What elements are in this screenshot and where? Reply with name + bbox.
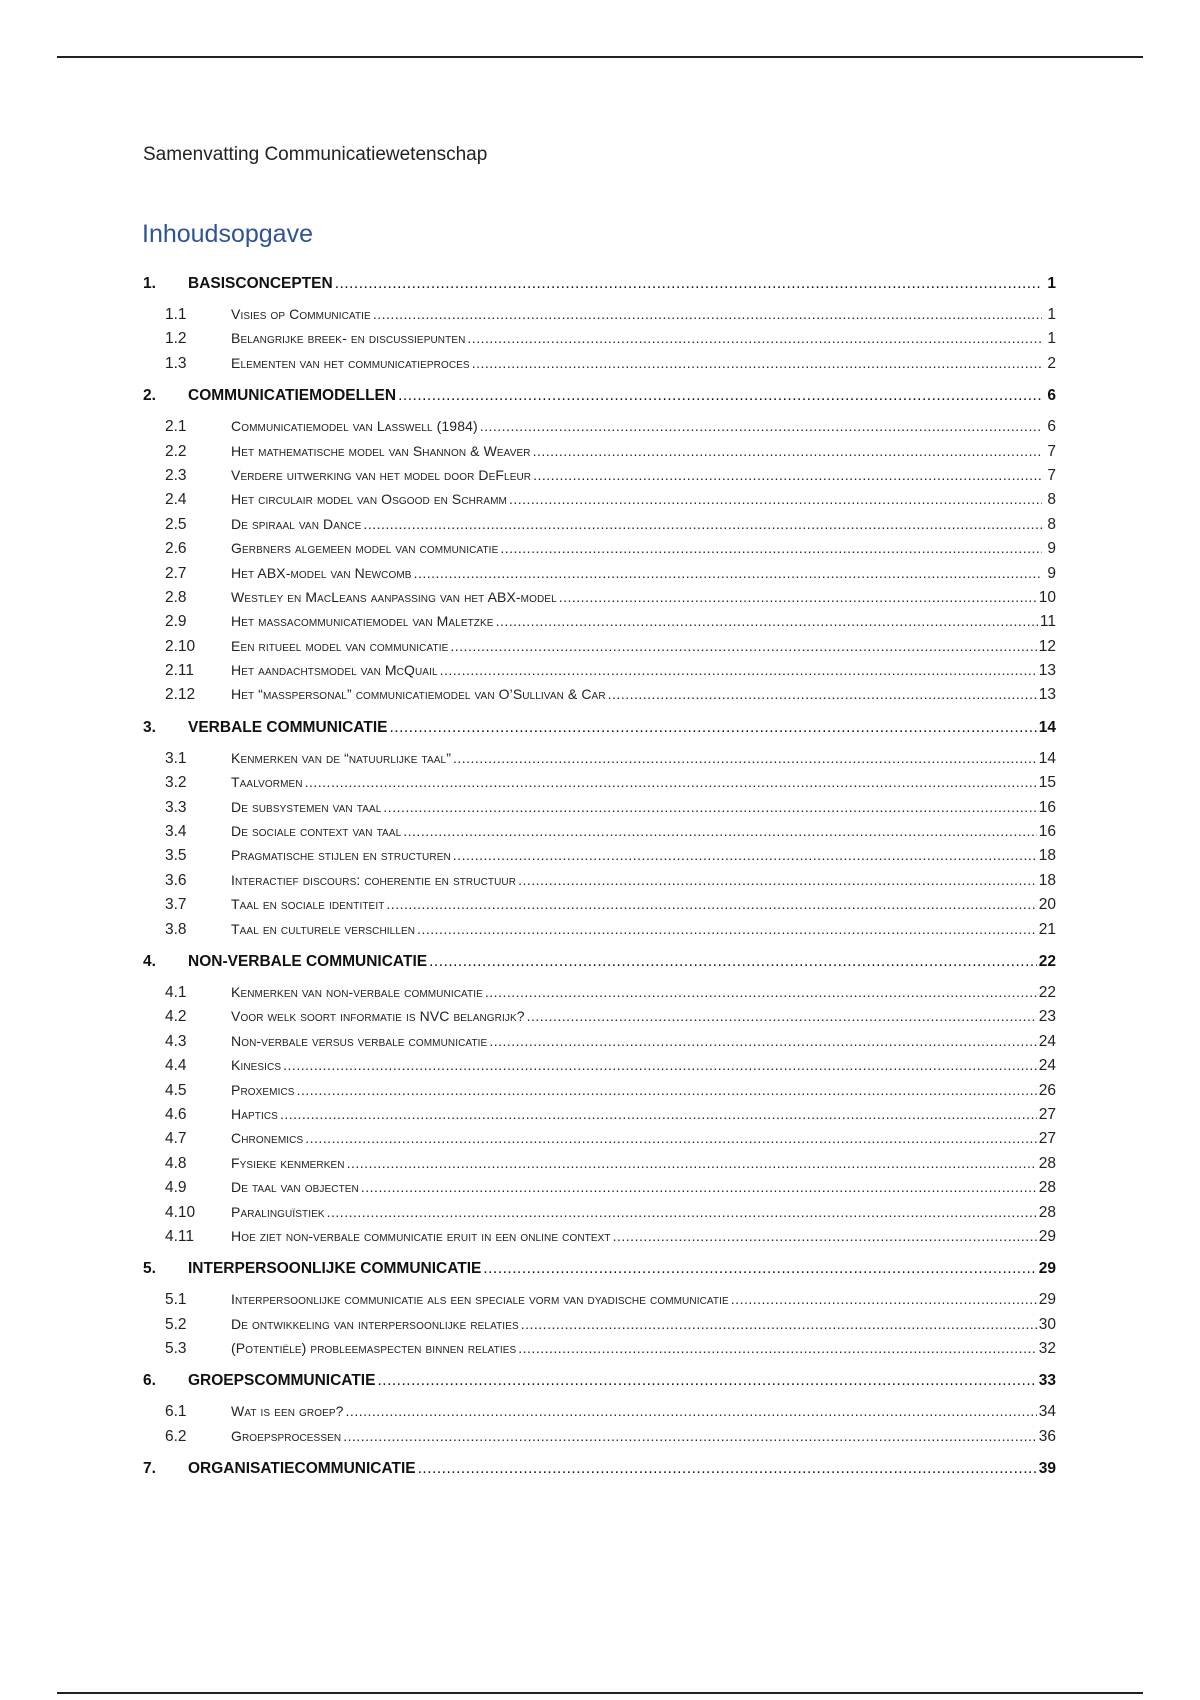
dot-leader (377, 1363, 1036, 1399)
section-title: De spiraal van Dance (231, 515, 362, 532)
dot-leader (440, 658, 1037, 682)
dot-leader (283, 1053, 1037, 1077)
dot-leader (559, 585, 1037, 609)
section-title: Het mathematische model van Shannon & Weaver (231, 442, 531, 459)
page-number: 24 (1038, 1032, 1056, 1050)
toc-section-entry[interactable] (143, 1312, 1056, 1336)
section-number: 2.2 (165, 442, 187, 460)
toc-section-entry[interactable] (143, 1102, 1056, 1126)
toc-section-entry[interactable] (143, 1287, 1056, 1311)
toc-chapter (143, 378, 1056, 710)
section-number: 4.2 (165, 1008, 187, 1026)
section-number: 4.11 (165, 1227, 195, 1245)
toc-chapter (143, 944, 1056, 1251)
section-number: 1.3 (165, 354, 187, 372)
dot-leader (518, 868, 1037, 892)
section-title: Belangrijke breek- en discussiepunten (231, 330, 466, 347)
toc-section-entry[interactable] (143, 819, 1056, 843)
dot-leader (305, 770, 1037, 794)
dot-leader (361, 1175, 1037, 1199)
page-number: 11 (1039, 613, 1056, 631)
document-title: Samenvatting Communicatiewetenschap (143, 144, 488, 165)
page-number: 28 (1038, 1203, 1056, 1221)
chapter-title: BASISCONCEPTEN (188, 275, 333, 292)
chapter-number: 7. (143, 1460, 156, 1478)
section-title: Het “masspersonal” communicatiemodel van O’Sullivan & Car (231, 686, 606, 703)
dot-leader (398, 378, 1042, 414)
section-title: Een ritueel model van communicatie (231, 637, 449, 654)
section-title: De ontwikkeling van interpersoonlijke relaties (231, 1315, 519, 1332)
toc-chapter-entry[interactable] (143, 1451, 1056, 1487)
page-number: 18 (1038, 871, 1056, 889)
chapter-title: VERBALE COMMUNICATIE (188, 718, 388, 736)
header-rule (57, 56, 1143, 58)
section-number: 4.3 (165, 1032, 187, 1050)
toc-section-list (143, 980, 1056, 1251)
section-number: 2.7 (165, 564, 187, 582)
dot-leader (483, 1251, 1036, 1287)
section-number: 4.4 (165, 1057, 187, 1075)
page-number: 13 (1038, 686, 1056, 704)
section-title: Wat is een groep? (231, 1403, 344, 1420)
page-number: 9 (1047, 564, 1056, 582)
toc-section-entry[interactable] (143, 1424, 1056, 1448)
toc-section-list (143, 1399, 1056, 1451)
page-number: 2 (1047, 354, 1056, 372)
dot-leader (518, 1336, 1036, 1360)
dot-leader (403, 819, 1036, 843)
page-number: 33 (1038, 1372, 1056, 1390)
section-number: 6.2 (165, 1427, 187, 1445)
section-number: 1.2 (165, 330, 187, 348)
section-number: 2.12 (165, 686, 196, 704)
dot-leader (521, 1312, 1037, 1336)
toc-section-list (143, 746, 1056, 944)
page-number: 1 (1047, 306, 1056, 323)
section-number: 3.6 (165, 871, 187, 889)
page-number: 30 (1038, 1315, 1056, 1333)
toc-section-entry[interactable] (143, 351, 1056, 375)
page-number: 7 (1047, 442, 1056, 460)
section-title: Paralinguïstiek (231, 1203, 325, 1220)
section-number: 1.1 (165, 306, 187, 323)
toc-section-entry[interactable] (143, 1175, 1056, 1199)
dot-leader (418, 1451, 1037, 1487)
dot-leader (417, 917, 1037, 941)
toc-chapter-entry[interactable] (143, 378, 1056, 414)
page-number: 22 (1038, 983, 1056, 1001)
section-number: 2.4 (165, 491, 187, 509)
dot-leader (472, 351, 1042, 375)
toc-section-entry[interactable] (143, 1200, 1056, 1224)
dot-leader (346, 1399, 1037, 1423)
toc-section-entry[interactable] (143, 917, 1056, 941)
page-number: 26 (1038, 1081, 1056, 1099)
page-number: 29 (1038, 1227, 1056, 1245)
toc-chapter (143, 710, 1056, 944)
section-title: Fysieke kenmerken (231, 1154, 345, 1171)
toc-section-entry[interactable] (143, 634, 1056, 658)
chapter-number: 2. (143, 387, 156, 405)
section-title: Voor welk soort informatie is NVC belangrijk? (231, 1008, 525, 1025)
page-number: 29 (1038, 1291, 1056, 1309)
section-number: 3.5 (165, 847, 187, 865)
chapter-number: 6. (143, 1372, 156, 1390)
section-title: De subsystemen van taal (231, 798, 382, 815)
dot-leader (297, 1078, 1037, 1102)
dot-leader (500, 536, 1042, 560)
section-title: Verdere uitwerking van het model door DeFleur (231, 466, 532, 483)
page-number: 15 (1038, 774, 1056, 792)
section-title: Pragmatische stijlen en structuren (231, 847, 451, 864)
page-number: 8 (1047, 491, 1056, 509)
section-title: Het massacommunicatiemodel van Maletzke (231, 613, 494, 630)
toc-section-entry[interactable] (143, 770, 1056, 794)
dot-leader (327, 1200, 1037, 1224)
toc-section-entry[interactable] (143, 609, 1056, 633)
page-number: 16 (1038, 798, 1056, 816)
chapter-title: COMMUNICATIEMODELLEN (188, 387, 397, 405)
page-number: 8 (1047, 515, 1056, 533)
page-number: 21 (1038, 920, 1056, 938)
section-number: 2.1 (165, 418, 187, 436)
dot-leader (731, 1287, 1037, 1311)
dot-leader (496, 609, 1038, 633)
section-number: 4.7 (165, 1130, 187, 1148)
dot-leader (429, 944, 1037, 980)
toc-section-entry[interactable] (143, 512, 1056, 536)
section-number: 4.10 (165, 1203, 196, 1221)
dot-leader (386, 892, 1036, 916)
section-title: Groepsprocessen (231, 1427, 342, 1444)
toc-section-entry[interactable] (143, 1126, 1056, 1150)
chapter-number: 5. (143, 1260, 156, 1278)
section-title: Kinesics (231, 1057, 282, 1074)
dot-leader (489, 1029, 1036, 1053)
dot-leader (280, 1102, 1037, 1126)
dot-leader (450, 634, 1036, 658)
page-number: 14 (1038, 749, 1056, 767)
page-number: 32 (1038, 1340, 1056, 1358)
toc-section-entry[interactable] (143, 1078, 1056, 1102)
chapter-number: 1. (143, 275, 156, 292)
page-number: 20 (1038, 896, 1056, 914)
section-title: Interactief discours: coherentie en structuur (231, 871, 517, 888)
dot-leader (414, 561, 1042, 585)
page-number: 12 (1038, 637, 1056, 655)
page-number: 22 (1038, 952, 1056, 970)
page-number: 23 (1038, 1008, 1056, 1026)
page-number: 9 (1047, 540, 1056, 558)
toc-section-entry[interactable] (143, 892, 1056, 916)
toc-section-entry[interactable] (143, 302, 1056, 326)
page-number: 29 (1038, 1260, 1056, 1278)
section-title: Haptics (231, 1105, 278, 1122)
page-number: 1 (1047, 330, 1056, 348)
toc-section-list (143, 1287, 1056, 1363)
section-number: 2.8 (165, 588, 187, 606)
section-title: Interpersoonlijke communicatie als een speciale vorm van dyadische communicatie (231, 1291, 729, 1308)
dot-leader (467, 326, 1042, 350)
toc-section-entry[interactable] (143, 585, 1056, 609)
toc-section-entry[interactable] (143, 1336, 1056, 1360)
chapter-number: 4. (143, 952, 156, 970)
section-title: Kenmerken van de “natuurlijke taal” (231, 749, 451, 766)
toc-section-entry[interactable] (143, 1151, 1056, 1175)
section-number: 2.10 (165, 637, 196, 655)
dot-leader (335, 266, 1042, 302)
toc-section-entry[interactable] (143, 463, 1056, 487)
toc-section-entry[interactable] (143, 536, 1056, 560)
toc-section-entry[interactable] (143, 980, 1056, 1004)
page-number: 28 (1038, 1179, 1056, 1197)
footer-rule (57, 1692, 1143, 1694)
toc-section-entry[interactable] (143, 868, 1056, 892)
section-number: 5.2 (165, 1315, 187, 1333)
section-number: 4.9 (165, 1179, 187, 1197)
section-title: (Potentiële) probleemaspecten binnen relaties (231, 1340, 517, 1357)
section-number: 5.3 (165, 1340, 187, 1358)
page-number: 18 (1038, 847, 1056, 865)
dot-leader (608, 682, 1037, 706)
toc-chapter-entry[interactable] (143, 1251, 1056, 1287)
section-number: 6.1 (165, 1403, 187, 1421)
dot-leader (343, 1424, 1037, 1448)
page-number: 1 (1047, 275, 1056, 292)
section-title: Hoe ziet non-verbale communicatie eruit in een online context (231, 1227, 611, 1244)
section-number: 2.6 (165, 540, 187, 558)
chapter-title: NON-VERBALE COMMUNICATIE (188, 952, 428, 970)
toc-section-entry[interactable] (143, 326, 1056, 350)
dot-leader (613, 1224, 1037, 1248)
section-number: 3.8 (165, 920, 187, 938)
toc-chapter-entry[interactable] (143, 944, 1056, 980)
section-title: Communicatiemodel van Lasswell (1984) (231, 418, 478, 435)
toc-chapter (143, 1251, 1056, 1363)
chapter-number: 3. (143, 718, 156, 736)
section-title: De sociale context van taal (231, 823, 402, 840)
toc-chapter-entry[interactable] (143, 1363, 1056, 1399)
section-title: Chronemics (231, 1130, 304, 1147)
dot-leader (453, 843, 1037, 867)
dot-leader (305, 1126, 1037, 1150)
dot-leader (453, 746, 1037, 770)
toc-section-list (143, 302, 1056, 378)
chapter-title: GROEPSCOMMUNICATIE (188, 1372, 376, 1390)
toc-section-entry[interactable] (143, 414, 1056, 438)
toc-heading: Inhoudsopgave (142, 220, 313, 248)
section-number: 2.9 (165, 613, 187, 631)
page-number: 24 (1038, 1057, 1056, 1075)
dot-leader (347, 1151, 1037, 1175)
page-number: 36 (1038, 1427, 1056, 1445)
toc-section-entry[interactable] (143, 682, 1056, 706)
page-number: 16 (1038, 823, 1056, 841)
toc-section-entry[interactable] (143, 1053, 1056, 1077)
section-title: Gerbners algemeen model van communicatie (231, 540, 499, 557)
toc-section-entry[interactable] (143, 1224, 1056, 1248)
section-title: Het aandachtsmodel van McQuail (231, 662, 438, 679)
page-number: 14 (1038, 718, 1056, 736)
section-title: Kenmerken van non-verbale communicatie (231, 983, 483, 1000)
dot-leader (390, 710, 1037, 746)
section-title: Visies op Communicatie (231, 306, 371, 322)
section-number: 4.6 (165, 1105, 187, 1123)
section-title: Elementen van het communicatieproces (231, 354, 470, 371)
toc-chapter (143, 1451, 1056, 1487)
section-number: 3.3 (165, 798, 187, 816)
section-number: 3.4 (165, 823, 187, 841)
page-number: 6 (1047, 418, 1056, 436)
page-number: 39 (1038, 1460, 1056, 1478)
dot-leader (373, 302, 1042, 326)
dot-leader (533, 439, 1042, 463)
dot-leader (383, 795, 1036, 819)
page-number: 7 (1047, 466, 1056, 484)
toc-section-list (143, 414, 1056, 710)
section-title: Taal en sociale identiteit (231, 896, 385, 913)
section-number: 5.1 (165, 1291, 187, 1309)
page-number: 27 (1038, 1105, 1056, 1123)
section-title: Non-verbale versus verbale communicatie (231, 1032, 488, 1049)
section-title: Westley en MacLeans aanpassing van het ABX-model (231, 588, 557, 605)
toc-section-entry[interactable] (143, 1029, 1056, 1053)
section-title: Het ABX-model van Newcomb (231, 564, 412, 581)
toc-section-entry[interactable] (143, 746, 1056, 770)
table-of-contents (143, 266, 1056, 1487)
section-number: 4.8 (165, 1154, 187, 1172)
page-number: 13 (1038, 662, 1056, 680)
toc-section-entry[interactable] (143, 439, 1056, 463)
toc-section-entry[interactable] (143, 1004, 1056, 1028)
page-number: 6 (1047, 387, 1056, 405)
section-number: 3.1 (165, 749, 187, 767)
section-title: Taal en culturele verschillen (231, 920, 416, 937)
dot-leader (363, 512, 1042, 536)
section-number: 4.5 (165, 1081, 187, 1099)
section-title: De taal van objecten (231, 1179, 359, 1196)
section-number: 2.11 (165, 662, 195, 680)
chapter-title: INTERPERSOONLIJKE COMMUNICATIE (188, 1260, 482, 1278)
section-title: Taalvormen (231, 774, 303, 791)
page-number: 34 (1038, 1403, 1056, 1421)
dot-leader (480, 414, 1042, 438)
section-number: 3.7 (165, 896, 187, 914)
page-number: 28 (1038, 1154, 1056, 1172)
chapter-title: ORGANISATIECOMMUNICATIE (188, 1460, 416, 1478)
section-number: 2.5 (165, 515, 187, 533)
section-number: 3.2 (165, 774, 187, 792)
dot-leader (527, 1004, 1037, 1028)
toc-section-entry[interactable] (143, 795, 1056, 819)
toc-chapter (143, 266, 1056, 378)
toc-section-entry[interactable] (143, 1399, 1056, 1423)
dot-leader (533, 463, 1042, 487)
section-number: 4.1 (165, 983, 187, 1001)
section-number: 2.3 (165, 466, 187, 484)
toc-section-entry[interactable] (143, 843, 1056, 867)
toc-chapter-entry[interactable] (143, 710, 1056, 746)
toc-section-entry[interactable] (143, 561, 1056, 585)
toc-section-entry[interactable] (143, 658, 1056, 682)
page-number: 10 (1038, 588, 1056, 606)
toc-section-entry[interactable] (143, 487, 1056, 511)
toc-chapter-entry[interactable] (143, 266, 1056, 302)
dot-leader (509, 487, 1042, 511)
toc-chapter (143, 1363, 1056, 1451)
section-title: Proxemics (231, 1081, 295, 1098)
section-title: Het circulair model van Osgood en Schramm (231, 491, 507, 508)
page-number: 27 (1038, 1130, 1056, 1148)
dot-leader (485, 980, 1037, 1004)
